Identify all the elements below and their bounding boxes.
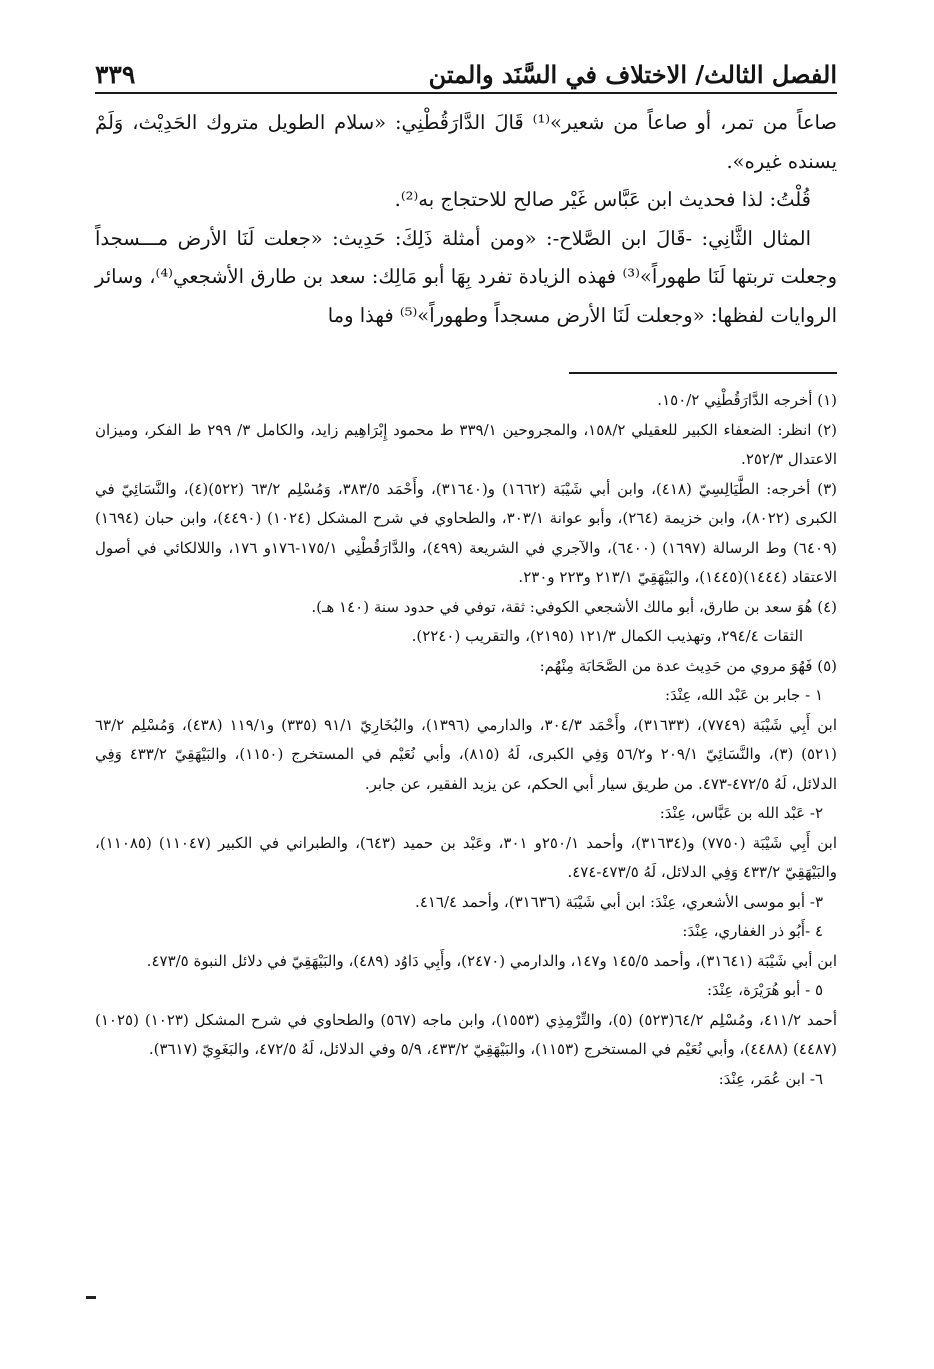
main-paragraph: صاعاً من تمر، أو صاعاً من شعير»⁽¹⁾ قَالَ الدَّارَقُطْنِي: «سلام الطويل متروك الحَدِيْث، وَلَمْ يسنده غيره». [95,111,837,173]
footnotes [95,386,837,1094]
footnote-2: (٢) انظر: الضعفاء الكبير للعقيلي ١٥٨/٢، والمجروحين ٣٣٩/١ ط محمود إِبْرَاهِيم زايد، والكامل ٣/ ٢٩٩ ط الفكر، وميزان الاعتدال ٢٥٢/٣. [95,420,838,468]
footnote-5-item-4-heading: ٤ -أَبُو ذر الغفاري، عِنْدَ: [682,922,823,940]
footnote-1: (١) أخرجه الدَّارَقُطْنِي ١٥٠/٢. [657,391,837,409]
footnote-5-item-1-heading: ١ - جابر بن عَبْد الله، عِنْدَ: [665,686,823,704]
main-paragraph: المثال الثَّانِي: -قَالَ ابن الصَّلاح-: «ومن أمثلة ذَلِكَ: حَدِيث: «جعلت لَنَا الأرض مـــسجداً وجعلت تربتها لَنَا طهوراً»⁽³⁾ فهذه الزيادة تفرد بِهَا أبو مَالِك: سعد بن طارق الأشجعي⁽⁴⁾، وسائر الروايات لفظها: «وجعلت لَنَا الأرض مسجداً وطهوراً»⁽⁵⁾ فهذا وما [95,226,837,327]
page-edge-mark [86,1296,96,1299]
footnote-5-item-4-body: ابن أبي شَيْبَة (٣١٦٤١)، وأحمد ١٤٥/٥ و١٤٧، والدارمي (٢٤٧٠)، وأَبِي دَاوُد (٤٨٩)، والبَيْهَقِيّ في دلائل النبوة ٤٧٣/٥. [146,951,837,970]
page-number: ٣٣٩ [95,59,136,89]
page-header [95,50,837,94]
footnote-5: (٥) فَهُوَ مروي من حَدِيث عدة من الصَّحَابَة مِنْهُم: [539,656,837,675]
footnote-separator [569,372,837,374]
footnote-5-item-2-body: ابن أَبِي شَيْبَة (٧٧٥٠) و(٣١٦٣٤)، وأحمد ٢٥٠/١و ٣٠١، وعَبْد بن حميد (٦٤٣)، والطبراني في الكبير (١١٠٤٧) (١١٠٨٥)، والبَيْهَقِيّ ٤٣٣/٢ وَفِي الدلائل، لَهُ ٤٧٣/٥-٤٧٤. [95,833,837,881]
footnote-4-sources: الثقات ٢٩٤/٤، وتهذيب الكمال ١٢١/٣ (٢١٩٥)، والتقريب (٢٢٤٠). [411,627,803,645]
footnote-5-item-6-heading: ٦- ابن عُمَر، عِنْدَ: [718,1069,823,1088]
footnote-5-item-1-body: ابن أَبِي شَيْبَة (٧٧٤٩)، (٣١٦٣٣)، وأَحْمَد ٣٠٤/٣، والدارمي (١٣٩٦)، والبُخَارِيّ ٩١/١ (٣٣٥) و١١٩/١ (٤٣٨)، وَمُسْلِم ٦٣/٢ (٥٢١) (٣)، والنَّسَائِيّ ٢٠٩/١ و٥٦/٢ وَفِي الكبرى، لَهُ (٨١٥)، وأبي نُعَيْم في المستخرج (١١٥٠)، والبَيْهَقِيّ ٤٣٣/٢ وَفِي الدلائل، لَهُ ٤٧٢/٥-٤٧٣. من طريق سيار أبي الحكم، عن يزيد الفقير، عن جابر. [95,715,838,793]
footnote-5-item-5-body: أحمد ٤١١/٢، ومُسْلِم ٦٤/٢(٥٢٣) (٥)، والتِّرْمِذِي (١٥٥٣)، وابن ماجه (٥٦٧) والطحاوي في شرح المشكل (١٠٢٣) (١٠٢٥) (٤٤٨٧) (٤٤٨٨)، وأبي نُعَيْم في المستخرج (١١٥٣)، والبَيْهَقِيّ ٤٣٣/٢، ٥/٩ وفي الدلائل، لَهُ ٤٧٢/٥، والبَغَوِيّ (٣٦١٧). [95,1010,837,1058]
running-title: الفصل الثالث/ الاختلاف في السَّنَد والمتن [428,59,837,89]
footnote-5-item-2-heading: ٢- عَبْد الله بن عَبَّاس، عِنْدَ: [659,804,823,822]
footnote-5-item-3: ٣- أبو موسى الأشعري، عِنْدَ: ابن أبي شَيْبَة (٣١٦٣٦)، وأحمد ٤١٦/٤. [415,892,823,911]
main-text [95,104,837,335]
main-paragraph: قُلْتُ: لذا فحديث ابن عَبَّاس غَيْر صالح للاحتجاج به⁽²⁾. [394,188,811,211]
footnote-5-item-5-heading: ٥ - أبو هُرَيْرَة، عِنْدَ: [706,981,823,999]
footnote-3: (٣) أخرجه: الطَّيَالِسِيّ (٤١٨)، وابن أبي شَيْبَة (١٦٦٢) و(٣١٦٤٠)، وأَحْمَد ٣٨٣/٥، وَمُسْلِم ٦٣/٢ (٥٢٢)(٤)، والنَّسَائِيّ في الكبرى (٨٠٢٢)، وابن خزيمة (٢٦٤)، وأبو عوانة ٣٠٣/١، والطحاوي في شرح المشكل (١٠٢٤) (٤٤٩٠)، وابن حبان (١٦٩٤) (٦٤٠٩) وط الرسالة (١٦٩٧) (٦٤٠٠)، والآجري في الشريعة (٤٩٩)، والدَّارَقُطْنِي ١٧٥/١-١٧٦و ١٧٦، واللالكائي في أصول الاعتقاد (١٤٤٤)(١٤٤٥)، والبَيْهَقِيّ ٢١٣/١ و٢٢٣ و٢٣٠. [95,479,838,586]
footnote-4: (٤) هُوَ سعد بن طارق، أبو مالك الأشجعي الكوفي: ثقة، توفي في حدود سنة (١٤٠ هـ). [311,597,837,616]
